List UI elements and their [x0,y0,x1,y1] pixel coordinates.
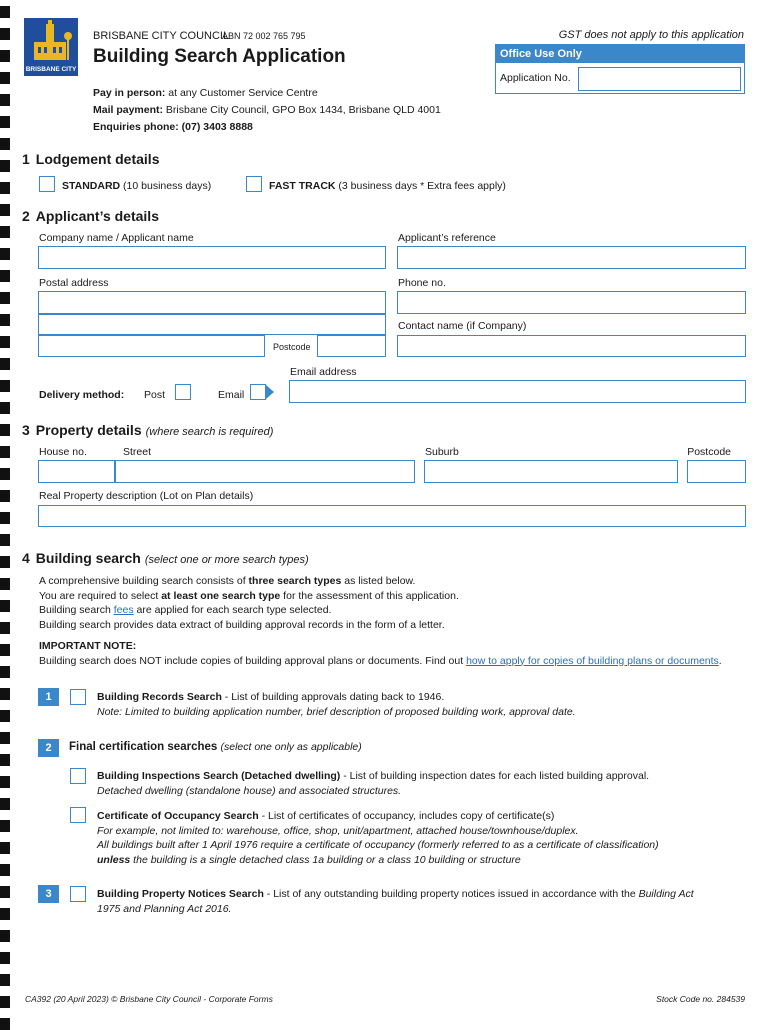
house-no-label: House no. [39,446,87,458]
application-no-label: Application No. [500,72,571,84]
phone-field[interactable] [397,291,746,314]
registration-mark [0,688,10,700]
contact-name-label: Contact name (if Company) [398,320,527,332]
city-hall-icon [24,18,78,66]
email-address-field[interactable] [289,380,746,403]
option-1-number: 1 [38,688,59,706]
street-field[interactable] [115,460,415,483]
registration-mark [0,930,10,942]
section-1-title: 1 Lodgement details [22,151,160,167]
registration-mark [0,974,10,986]
registration-mark [0,996,10,1008]
abn: ABN 72 002 765 795 [222,31,306,41]
option-2a-text: Building Inspections Search (Detached dwelling) - List of building inspection dates for each listed building approval. Detached dwelling (standalone house) and associated structures. [97,770,650,797]
option-2b-text: Certificate of Occupancy Search - List of certificates of occupancy, includes copy of certificate(s) For example, not limited to: warehouse, office, shop, unit/apartment, attached house/townhouse/duplex. All buildings built after 1 April 1976 require a certificate of occupancy (formerly referred to as a certificate of classification) unless the building is a single detached class 1a building or a class 10 building or structure [97,810,659,866]
option-3-text: Building Property Notices Search - List of any outstanding building property notices issued in accordance with the Building Act 1975 and Planning Act 2016. [97,888,694,915]
registration-mark [0,402,10,414]
office-use-title: Office Use Only [496,45,744,63]
registration-mark [0,622,10,634]
important-text: Building search does NOT include copies of building approval plans or documents. Find out how to apply for copies of building plans or documents. [39,654,722,667]
registration-mark [0,292,10,304]
registration-mark [0,380,10,392]
company-name-label: Company name / Applicant name [39,232,194,244]
registration-mark [0,798,10,810]
registration-mark [0,732,10,744]
registration-mark [0,28,10,40]
registration-mark [0,666,10,678]
registration-mark [0,226,10,238]
registration-mark [0,424,10,436]
certificate-occupancy-checkbox[interactable] [70,807,86,823]
application-no-field[interactable] [578,67,741,91]
postal-address-line3[interactable] [38,335,265,357]
intro-line-3: Building search fees are applied for each search type selected. [39,604,332,616]
registration-mark [0,50,10,62]
contact-line-mail: Mail payment: Brisbane City Council, GPO Box 1434, Brisbane QLD 4001 [93,104,441,116]
post-label: Post [144,389,166,401]
street-label: Street [123,446,152,458]
registration-mark [0,600,10,612]
standard-label: STANDARD (10 business days) [62,180,212,192]
fees-link[interactable]: fees [113,604,134,616]
postcode-label: Postcode [273,342,311,352]
delivery-method-label: Delivery method: [39,389,125,401]
registration-mark [0,116,10,128]
contact-line-phone: Enquiries phone: (07) 3403 8888 [93,121,253,133]
suburb-label: Suburb [425,446,459,458]
registration-mark [0,94,10,106]
copies-of-plans-link[interactable]: how to apply for copies of building plans or documents [466,654,719,667]
important-note [39,639,722,668]
registration-mark [0,138,10,150]
property-postcode-field[interactable] [687,460,746,483]
intro-line-1: A comprehensive building search consists of three search types as listed below. [39,575,416,587]
email-address-label: Email address [290,366,357,378]
registration-mark [0,864,10,876]
registration-mark [0,512,10,524]
company-name-field[interactable] [38,246,386,269]
option-2-title: Final certification searches (select one only as applicable) [69,741,362,753]
arrow-right-icon [266,385,274,399]
footer-stock-code: Stock Code no. 284539 [656,994,745,1004]
contact-name-field[interactable] [397,335,746,357]
registration-mark [0,556,10,568]
margin-registration-marks [0,0,12,1024]
email-label: Email [218,389,245,401]
registration-mark [0,336,10,348]
phone-label: Phone no. [398,277,446,289]
registration-mark [0,886,10,898]
fast-track-checkbox[interactable] [246,176,262,192]
registration-mark [0,754,10,766]
footer-form-code: CA392 (20 April 2023) © Brisbane City Council - Corporate Forms [25,994,273,1004]
applicant-reference-field[interactable] [397,246,746,269]
page-title: Building Search Application [93,46,346,67]
gst-note: GST does not apply to this application [558,29,744,41]
registration-mark [0,908,10,920]
postal-postcode-field[interactable] [317,335,386,357]
postal-address-label: Postal address [39,277,109,289]
section-2-title: 2 Applicant’s details [22,208,159,224]
registration-mark [0,248,10,260]
standard-checkbox[interactable] [39,176,55,192]
registration-mark [0,490,10,502]
building-intro [39,574,459,632]
registration-mark [0,710,10,722]
property-notices-checkbox[interactable] [70,886,86,902]
suburb-field[interactable] [424,460,678,483]
registration-mark [0,644,10,656]
registration-mark [0,182,10,194]
applicant-reference-label: Applicant’s reference [398,232,496,244]
important-title: IMPORTANT NOTE: [39,640,137,652]
office-use-box [495,44,745,94]
email-checkbox[interactable] [250,384,266,400]
option-2-number: 2 [38,739,59,757]
post-checkbox[interactable] [175,384,191,400]
rpd-label: Real Property description (Lot on Plan details) [39,490,254,502]
contact-line-pay: Pay in person: at any Customer Service Centre [93,87,318,99]
org-name: BRISBANE CITY COUNCIL [93,30,230,42]
registration-mark [0,578,10,590]
option-1-text: Building Records Search - List of building approvals dating back to 1946. Note: Limited to building application number, brief description of proposed building work, approval date. [97,691,576,718]
intro-line-4: Building search provides data extract of building approval records in the form of a letter. [39,618,445,631]
rpd-field[interactable] [38,505,746,527]
council-logo [24,18,78,76]
registration-mark [0,842,10,854]
section-4-title: 4 Building search (select one or more search types) [22,550,309,566]
section-3-title: 3 Property details (where search is required) [22,422,274,438]
registration-mark [0,534,10,546]
registration-mark [0,314,10,326]
registration-mark [0,270,10,282]
registration-mark [0,72,10,84]
logo-text: BRISBANE CITY [25,66,77,73]
registration-mark [0,952,10,964]
fast-track-label: FAST TRACK (3 business days * Extra fees apply) [269,180,506,192]
registration-mark [0,446,10,458]
registration-mark [0,468,10,480]
intro-line-2: You are required to select at least one search type for the assessment of this application. [39,589,459,602]
registration-mark [0,358,10,370]
postal-address-line1[interactable] [38,291,386,314]
contact-details [93,85,441,136]
building-records-checkbox[interactable] [70,689,86,705]
option-3-number: 3 [38,885,59,903]
house-no-field[interactable] [38,460,115,483]
building-inspections-checkbox[interactable] [70,768,86,784]
registration-mark [0,160,10,172]
property-postcode-label: Postcode [687,446,731,458]
registration-mark [0,776,10,788]
registration-mark [0,6,10,18]
postal-address-line2[interactable] [38,314,386,335]
registration-mark [0,1018,10,1030]
registration-mark [0,820,10,832]
registration-mark [0,204,10,216]
